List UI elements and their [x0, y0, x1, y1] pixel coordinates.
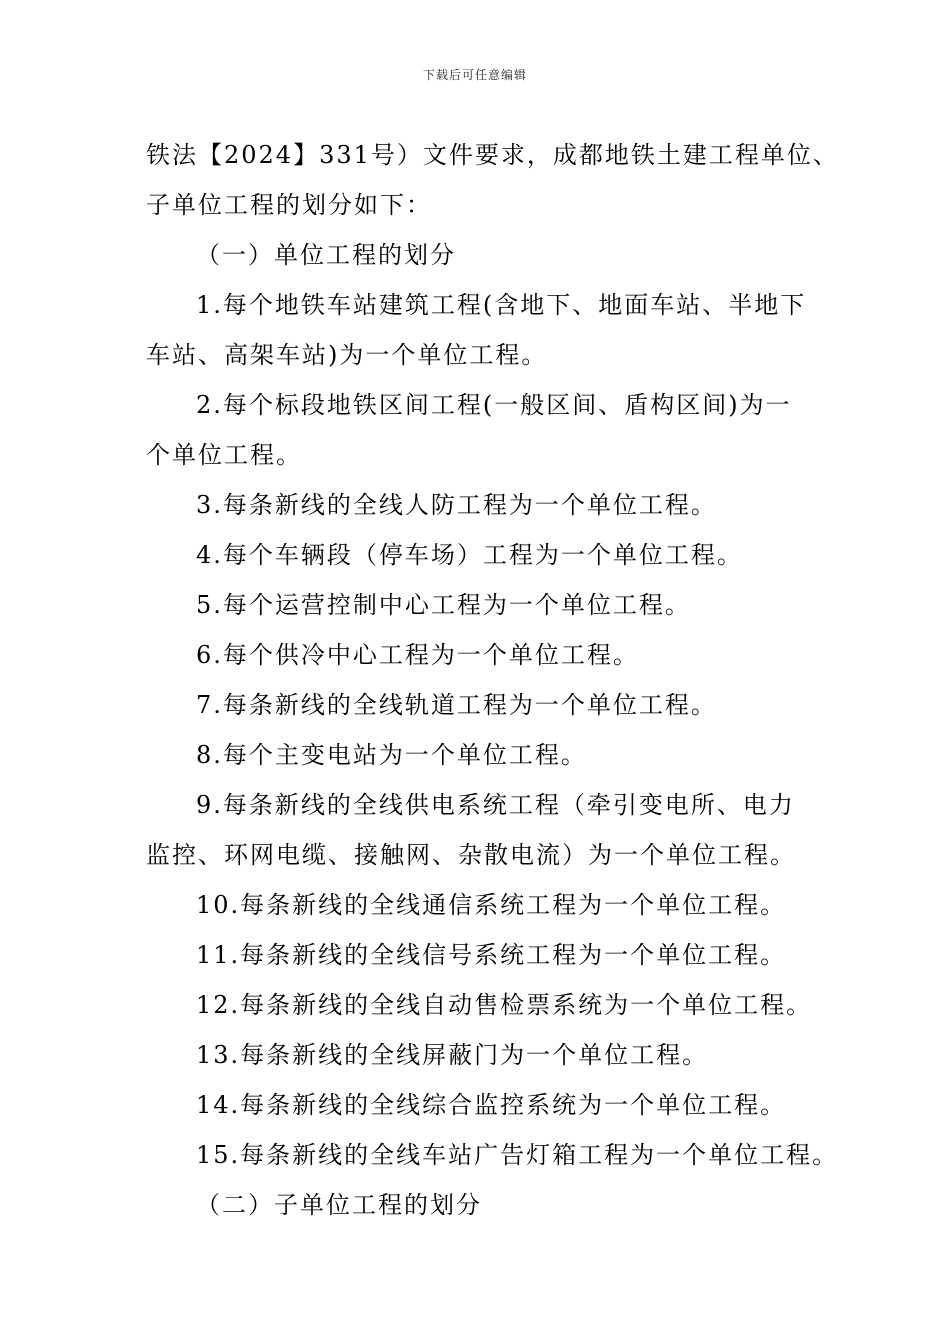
list-item-continuation: 监控、环网电缆、接触网、杂散电流）为一个单位工程。: [146, 841, 796, 869]
list-item-continuation: 车站、高架车站)为一个单位工程。: [146, 341, 548, 369]
list-item: 9.每条新线的全线供电系统工程（牵引变电所、电力: [196, 791, 795, 819]
list-item: 14.每条新线的全线综合监控系统为一个单位工程。: [196, 1091, 787, 1119]
list-item: 8.每个主变电站为一个单位工程。: [196, 741, 587, 769]
list-item: 1.每个地铁车站建筑工程(含地下、地面车站、半地下: [196, 291, 807, 319]
list-item: 10.每条新线的全线通信系统工程为一个单位工程。: [196, 891, 787, 919]
section-heading: （二）子单位工程的划分: [196, 1191, 482, 1219]
list-item: 6.每个供冷中心工程为一个单位工程。: [196, 641, 639, 669]
section-heading: （一）单位工程的划分: [196, 241, 456, 269]
list-item: 7.每条新线的全线轨道工程为一个单位工程。: [196, 691, 717, 719]
paragraph-line: 铁法【2024】331号）文件要求，成都地铁土建工程单位、: [146, 141, 839, 169]
list-item: 5.每个运营控制中心工程为一个单位工程。: [196, 591, 691, 619]
page-header-note: 下载后可任意编辑: [422, 68, 527, 82]
document-body: [146, 130, 839, 1230]
list-item: 13.每条新线的全线屏蔽门为一个单位工程。: [196, 1041, 709, 1069]
list-item: 15.每条新线的全线车站广告灯箱工程为一个单位工程。: [196, 1141, 839, 1169]
list-item: 4.每个车辆段（停车场）工程为一个单位工程。: [196, 541, 743, 569]
list-item: 11.每条新线的全线信号系统工程为一个单位工程。: [196, 941, 787, 969]
list-item: 12.每条新线的全线自动售检票系统为一个单位工程。: [196, 991, 813, 1019]
list-item: 3.每条新线的全线人防工程为一个单位工程。: [196, 491, 717, 519]
paragraph-line: 子单位工程的划分如下：: [146, 191, 432, 219]
list-item: 2.每个标段地铁区间工程(一般区间、盾构区间)为一: [196, 391, 792, 419]
list-item-continuation: 个单位工程。: [146, 441, 302, 469]
